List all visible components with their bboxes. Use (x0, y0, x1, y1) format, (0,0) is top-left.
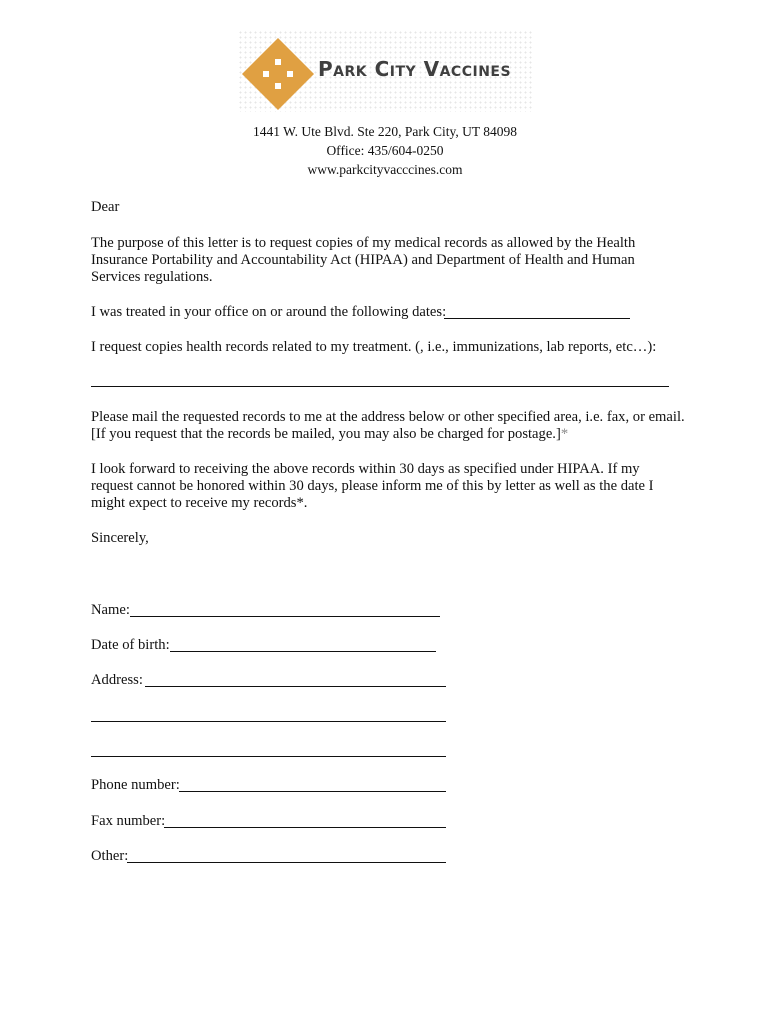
address-field-line-2[interactable] (91, 721, 446, 722)
salutation: Dear (91, 199, 120, 215)
treated-dates-label: I was treated in your office on or around the following dates: (91, 304, 447, 320)
fax-field[interactable] (164, 827, 446, 828)
asterisk-note: * (560, 426, 569, 442)
address-field-line-1[interactable] (145, 686, 446, 687)
other-field[interactable] (127, 862, 446, 863)
other-label: Other: (91, 848, 129, 864)
expectation-line-2: request cannot be honored within 30 days, please inform me of this by letter as well as the date I (91, 478, 654, 494)
company-name: Park City Vaccines (318, 57, 512, 81)
purpose-line-2: Insurance Portability and Accountability Act (HIPAA) and Department of Health and Human (91, 252, 635, 268)
address-label: Address: (91, 672, 143, 688)
purpose-line-3: Services regulations. (91, 269, 213, 285)
name-label: Name: (91, 602, 130, 618)
company-website: www.parkcityvacccines.com (307, 162, 463, 177)
address-field-line-3[interactable] (91, 756, 446, 757)
dob-field[interactable] (170, 651, 436, 652)
phone-field[interactable] (179, 791, 446, 792)
records-request-field[interactable] (91, 386, 669, 387)
company-address: 1441 W. Ute Blvd. Ste 220, Park City, UT 84098 (252, 124, 517, 139)
dob-label: Date of birth: (91, 637, 170, 653)
letterhead-logo (238, 30, 534, 112)
phone-label: Phone number: (91, 777, 180, 793)
treated-dates-field[interactable] (444, 318, 630, 319)
closing: Sincerely, (91, 530, 149, 546)
purpose-line-1: The purpose of this letter is to request copies of my medical records as allowed by the Health (91, 235, 636, 251)
name-field[interactable] (130, 616, 440, 617)
fax-label: Fax number: (91, 813, 166, 829)
records-request-label: I request copies health records related to my treatment. (, i.e., immunizations, lab reports, etc…): (91, 339, 657, 355)
mail-instructions-line-1: Please mail the requested records to me at the address below or other specified area, i.e. fax, or email. (91, 409, 685, 425)
expectation-line-1: I look forward to receiving the above records within 30 days as specified under HIPAA. If my (91, 461, 640, 477)
company-phone: Office: 435/604-0250 (326, 143, 444, 158)
diamond-logo-icon (240, 36, 316, 112)
expectation-line-3: might expect to receive my records*. (91, 495, 308, 511)
mail-instructions-line-2: [If you request that the records be mailed, you may also be charged for postage.]* (91, 426, 569, 442)
